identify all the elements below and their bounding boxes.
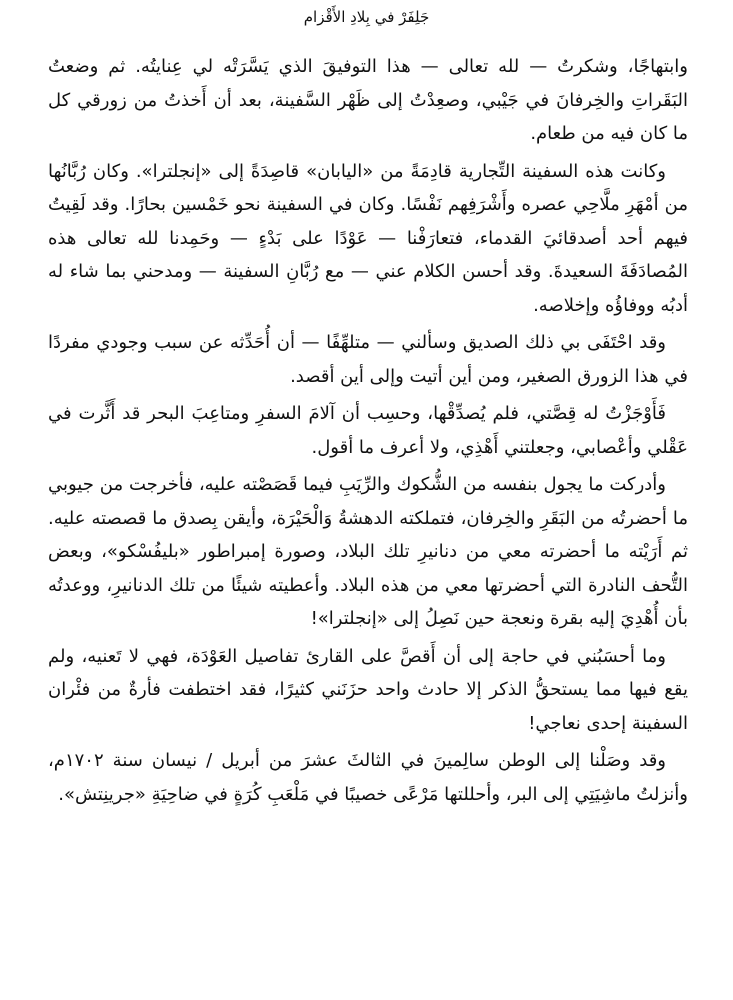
paragraph: وأدركت ما يجول بنفسه من الشُّكوك والرِّيَبِ فيما قَصَصْته عليه، فأخرجت من جيوبي ما أحضرتُه من البَقَرِ والخِرفان، فتملكته الدهشةُ وَالْحَيْرَة، وأيقن بِصدق ما قصصته عليه. ثم أَرَيْته ما أحضرته معي من دنانيرِ تلك البلاد، وصورة إمبراطور «بليفُسْكو»، وبعض التُّحف النادرة التي أحضرتها معي من هذه البلاد. وأعطيته شيئًا من تلك الدنانيرِ، ووعدتُه بأن أُهْدِيَ إليه بقرة ونعجة حين نَصِلُ إلى «إنجلترا»! bbox=[48, 474, 688, 629]
paragraph: فَأَوْجَزْتُ له قِصَّتي، فلم يُصدِّقْها، وحسِب أن آلامَ السفرِ ومتاعِبَ البحر قد أَثَّرت في عَقْلي وأعْصابي، وجعلتني أَهْذِي، ولا أعرف ما أقول. bbox=[48, 403, 688, 458]
page-body bbox=[48, 50, 688, 815]
paragraph: وكانت هذه السفينة التِّجارية قادِمَةً من «اليابان» قاصِدَةً إلى «إنجلترا». وكان رُبَّانُها من أمْهَرِ ملَّاحِي عصره وأَشْرَفِهم نَفْسًا. وكان في السفينة نحو خَمْسين بحارًا. وقد لَقِيتُ فيهم أحد أصدقائيَ القدماء، فتعارَفْنا — عَوْدًا على بَدْءٍ — وحَمِدنا لله تعالى هذه المُصادَفَةَ السعيدةَ. وقد أحسن الكلام عني — مع رُبَّانِ السفينة — ومدحني بما شاء له أدبُه ووفاؤُه وإخلاصه. bbox=[48, 160, 688, 316]
paragraph: وابتهاجًا، وشكرتُ — لله تعالى — هذا التوفيقَ الذي يَسَّرَتْه لي عِنايتُه. ثم وضعتُ البَقَراتِ والخِرفانَ في جَيْبي، وصعِدْتُ إلى ظَهْر السَّفينة، بعد أن أَخذتُ من زورقي كل ما كان فيه من طعام. bbox=[48, 56, 688, 144]
running-title: جَلِفَرْ في بِلادِ الأَقْزام bbox=[303, 8, 430, 26]
paragraph: وقد احْتَفَى بي ذلك الصديق وسألني — متلهِّفًا — أن أُحَدِّثه عن سبب وجودي مفردًا في هذا الزورق الصغير، ومن أين أتيت وإلى أين أقصد. bbox=[48, 332, 688, 387]
paragraph: وما أحسَبُني في حاجة إلى أن أَقصَّ على القارئ تفاصيل العَوْدَة، فهي لا تَعنيه، ولم يقع فيها مما يستحقُّ الذكر إلا حادث واحد حزَنَني كثيرًا، فقد اختطفت فأرةٌ من فئْران السفينة إحدى نعاجي! bbox=[48, 645, 688, 734]
paragraph: وقد وصَلْنا إلى الوطن سالِمينَ في الثالثَ عشرَ من أبريل / نيسان سنة ١٧٠٢م، وأنزلتُ ماشِيَتِي إلى البر، وأحللتها مَرْعًى خصيبًا في مَلْعَبِ كُرَةٍ في ضاحِيَةِ «جرينِتش». bbox=[48, 750, 688, 805]
